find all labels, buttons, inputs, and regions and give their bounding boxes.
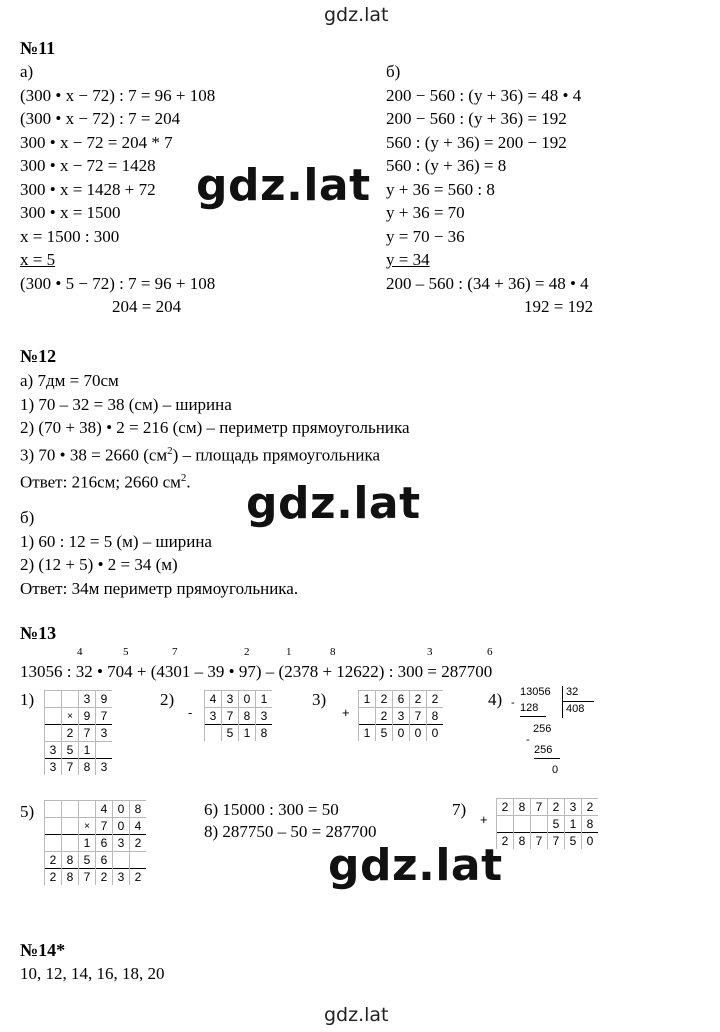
digit: 7 bbox=[96, 818, 113, 835]
ex11-b bbox=[386, 60, 593, 319]
digit: 7 bbox=[531, 833, 548, 850]
ex11-a bbox=[20, 60, 215, 319]
order-number: 8 bbox=[330, 646, 336, 658]
ex11-a-line: 300 • x − 72 = 1428 bbox=[20, 156, 156, 175]
calc2-label: 2) bbox=[160, 690, 175, 709]
ex11-a-line: (300 • x − 72) : 7 = 96 + 108 bbox=[20, 85, 216, 105]
digit: 1 bbox=[359, 691, 376, 708]
calc4-label: 4) bbox=[488, 690, 503, 709]
ex12-a-answer bbox=[20, 467, 410, 494]
minus-sign: - bbox=[526, 734, 530, 746]
calc8-text: 8) 287750 – 50 = 287700 bbox=[204, 822, 377, 841]
digit: 0 bbox=[410, 725, 427, 742]
digit: 0 bbox=[113, 801, 130, 818]
digit: 3 bbox=[45, 759, 62, 776]
ex12-b bbox=[20, 506, 298, 600]
ex11-b-line: 200 − 560 : (y + 36) = 192 bbox=[386, 109, 567, 128]
digit bbox=[79, 801, 96, 818]
multiply-sign: × bbox=[62, 708, 79, 725]
digit: 2 bbox=[497, 833, 514, 850]
ex12-a-step3-text: 3) 70 • 38 = 2660 (см bbox=[20, 445, 168, 465]
digit bbox=[514, 816, 531, 833]
calc7-grid bbox=[496, 798, 598, 849]
digit bbox=[45, 691, 62, 708]
watermark-bottom: gdz.lat bbox=[324, 1004, 389, 1026]
ex11-b-line: 200 − 560 : (y + 36) = 48 • 4 bbox=[386, 85, 582, 105]
digit: 0 bbox=[239, 691, 256, 708]
digit: 7 bbox=[548, 833, 565, 850]
digit bbox=[62, 801, 79, 818]
ex14-title: №14* bbox=[20, 940, 66, 960]
partial-remainder: 256 bbox=[533, 723, 552, 735]
subtrahend: 128 bbox=[520, 702, 539, 714]
ex12-b-step2: 2) (12 + 5) • 2 = 34 (м) bbox=[20, 555, 178, 574]
ex11-a-line: 300 • x − 72 = 204 * 7 bbox=[20, 132, 173, 152]
calc1-label: 1) bbox=[20, 690, 35, 709]
order-number: 2 bbox=[244, 646, 250, 658]
ex11-a-line: 300 • x = 1428 + 72 bbox=[20, 179, 156, 199]
watermark-2: gdz.lat bbox=[246, 478, 421, 529]
calc3-label: 3) bbox=[312, 690, 327, 709]
digit: 6 bbox=[96, 852, 113, 869]
digit: 0 bbox=[427, 725, 444, 742]
digit: 8 bbox=[256, 725, 273, 742]
digit bbox=[531, 816, 548, 833]
digit: 2 bbox=[62, 725, 79, 742]
digit: 1 bbox=[565, 816, 582, 833]
superscript: 2 bbox=[167, 444, 173, 457]
digit: 2 bbox=[130, 835, 147, 852]
digit bbox=[45, 725, 62, 742]
ex12-a-step2: 2) (70 + 38) • 2 = 216 (см) – периметр прямоугольника bbox=[20, 418, 410, 437]
ex11-b-line: y + 36 = 70 bbox=[386, 203, 465, 222]
digit bbox=[45, 708, 62, 725]
ex11-a-label: а) bbox=[20, 62, 34, 81]
ex11-b-check: 200 – 560 : (34 + 36) = 48 • 4 bbox=[386, 273, 589, 293]
digit: 3 bbox=[205, 708, 222, 725]
digit bbox=[205, 725, 222, 742]
digit bbox=[62, 818, 79, 835]
digit: 7 bbox=[62, 759, 79, 776]
dividend: 13056 bbox=[520, 686, 551, 698]
digit: 8 bbox=[130, 801, 147, 818]
digit: 2 bbox=[548, 799, 565, 816]
digit: 2 bbox=[45, 852, 62, 869]
division-bar-vertical bbox=[562, 686, 563, 718]
division-underline bbox=[520, 716, 546, 717]
order-number: 1 bbox=[286, 646, 292, 658]
digit: 0 bbox=[582, 833, 599, 850]
digit: 6 bbox=[393, 691, 410, 708]
digit: 8 bbox=[79, 759, 96, 776]
remainder: 0 bbox=[552, 764, 559, 776]
digit: 1 bbox=[256, 691, 273, 708]
digit: 4 bbox=[96, 801, 113, 818]
digit: 7 bbox=[531, 799, 548, 816]
digit: 8 bbox=[427, 708, 444, 725]
digit bbox=[62, 691, 79, 708]
digit bbox=[113, 852, 130, 869]
digit: 2 bbox=[130, 869, 147, 886]
digit: 2 bbox=[376, 691, 393, 708]
ex13-title: №13 bbox=[20, 623, 57, 643]
digit: 4 bbox=[205, 691, 222, 708]
ex12-a-intro: а) 7дм = 70см bbox=[20, 371, 119, 390]
ex11-a-line: (300 • x − 72) : 7 = 204 bbox=[20, 109, 181, 128]
digit: 5 bbox=[548, 816, 565, 833]
ex12-a-step3-tail: ) – площадь прямоугольника bbox=[172, 445, 381, 465]
digit: 9 bbox=[96, 691, 113, 708]
digit: 7 bbox=[79, 725, 96, 742]
ex11-b-check-result: 192 = 192 bbox=[524, 297, 594, 316]
digit: 5 bbox=[62, 742, 79, 759]
digit: 7 bbox=[79, 869, 96, 886]
digit: 1 bbox=[359, 725, 376, 742]
ex12-a-answer-text: Ответ: 216см; 2660 см bbox=[20, 472, 181, 492]
ex12-a-answer-tail: . bbox=[186, 472, 191, 492]
digit: 3 bbox=[565, 799, 582, 816]
digit: 2 bbox=[410, 691, 427, 708]
digit bbox=[96, 742, 113, 759]
ex11-a-answer: x = 5 bbox=[20, 250, 56, 269]
plus-sign: + bbox=[342, 705, 350, 720]
digit: 5 bbox=[565, 833, 582, 850]
ex11-a-line: x = 1500 : 300 bbox=[20, 226, 120, 246]
digit: 8 bbox=[62, 852, 79, 869]
digit: 5 bbox=[222, 725, 239, 742]
watermark-top: gdz.lat bbox=[324, 4, 389, 26]
order-number: 3 bbox=[427, 646, 433, 658]
digit: 4 bbox=[130, 818, 147, 835]
digit: 2 bbox=[376, 708, 393, 725]
ex12-b-step1: 1) 60 : 12 = 5 (м) – ширина bbox=[20, 531, 212, 551]
ex14-answer: 10, 12, 14, 16, 18, 20 bbox=[20, 964, 165, 983]
superscript: 2 bbox=[180, 471, 187, 484]
order-number: 6 bbox=[487, 646, 493, 658]
ex12-a-step3 bbox=[20, 440, 410, 467]
digit: 3 bbox=[393, 708, 410, 725]
minus-sign: - bbox=[188, 705, 193, 720]
ex12-a-step1: 1) 70 – 32 = 38 (см) – ширина bbox=[20, 394, 232, 414]
digit bbox=[62, 835, 79, 852]
digit: 3 bbox=[96, 759, 113, 776]
digit: 3 bbox=[222, 691, 239, 708]
ex12-b-answer: Ответ: 34м периметр прямоугольника. bbox=[20, 578, 299, 598]
digit: 7 bbox=[222, 708, 239, 725]
digit: 3 bbox=[45, 742, 62, 759]
division-bar-horizontal bbox=[562, 701, 594, 702]
digit: 8 bbox=[514, 833, 531, 850]
calc6-text: 6) 15000 : 300 = 50 bbox=[204, 800, 339, 819]
digit: 1 bbox=[239, 725, 256, 742]
digit: 7 bbox=[96, 708, 113, 725]
digit: 1 bbox=[79, 835, 96, 852]
quotient: 408 bbox=[566, 703, 585, 715]
ex12-title: №12 bbox=[20, 346, 57, 366]
digit: 2 bbox=[96, 869, 113, 886]
digit: 3 bbox=[113, 869, 130, 886]
digit: 8 bbox=[514, 799, 531, 816]
digit: 3 bbox=[79, 691, 96, 708]
ex11-b-answer: y = 34 bbox=[386, 250, 430, 269]
order-number: 4 bbox=[77, 646, 83, 658]
calc2-grid bbox=[204, 690, 272, 741]
digit bbox=[497, 816, 514, 833]
watermark-1: gdz.lat bbox=[196, 160, 371, 211]
digit: 2 bbox=[497, 799, 514, 816]
minus-sign: - bbox=[511, 697, 515, 709]
order-number: 7 bbox=[172, 646, 178, 658]
digit: 2 bbox=[45, 869, 62, 886]
ex11-a-line: 300 • x = 1500 bbox=[20, 203, 121, 222]
digit: 0 bbox=[113, 818, 130, 835]
ex11-b-line: y + 36 = 560 : 8 bbox=[386, 179, 495, 199]
watermark-3: gdz.lat bbox=[328, 840, 503, 891]
digit: 3 bbox=[113, 835, 130, 852]
ex11-title: №11 bbox=[20, 38, 56, 58]
digit: 6 bbox=[96, 835, 113, 852]
plus-sign: + bbox=[480, 812, 488, 827]
ex12-a bbox=[20, 369, 410, 494]
digit: 8 bbox=[62, 869, 79, 886]
ex11-a-check: (300 • 5 − 72) : 7 = 96 + 108 bbox=[20, 273, 216, 293]
digit: 8 bbox=[582, 816, 599, 833]
division-underline bbox=[534, 758, 560, 759]
digit: 9 bbox=[79, 708, 96, 725]
ex13-expression: 13056 : 32 • 704 + (4301 – 39 • 97) – (2378 + 12622) : 300 = 287700 bbox=[20, 662, 493, 681]
ex11-b-line: y = 70 − 36 bbox=[386, 226, 465, 246]
divisor: 32 bbox=[566, 686, 579, 698]
ex11-a-check-result: 204 = 204 bbox=[112, 297, 182, 316]
ex12-b-label: б) bbox=[20, 508, 35, 527]
digit: 7 bbox=[410, 708, 427, 725]
digit: 3 bbox=[96, 725, 113, 742]
calc5-grid bbox=[44, 800, 146, 885]
multiply-sign: × bbox=[79, 818, 96, 835]
calc7-label: 7) bbox=[452, 800, 467, 819]
digit: 3 bbox=[256, 708, 273, 725]
ex11-b-line: 560 : (y + 36) = 8 bbox=[386, 156, 507, 175]
digit: 0 bbox=[393, 725, 410, 742]
order-number: 5 bbox=[123, 646, 129, 658]
digit: 2 bbox=[427, 691, 444, 708]
digit: 8 bbox=[239, 708, 256, 725]
digit: 1 bbox=[79, 742, 96, 759]
digit: 5 bbox=[376, 725, 393, 742]
calc1-grid bbox=[44, 690, 112, 775]
ex11-b-line: 560 : (y + 36) = 200 − 192 bbox=[386, 132, 567, 152]
ex11-b-label: б) bbox=[386, 62, 401, 81]
digit bbox=[359, 708, 376, 725]
calc5-label: 5) bbox=[20, 802, 35, 821]
calc3-grid bbox=[358, 690, 443, 741]
digit: 2 bbox=[582, 799, 599, 816]
digit: 5 bbox=[79, 852, 96, 869]
subtrahend: 256 bbox=[534, 744, 553, 756]
